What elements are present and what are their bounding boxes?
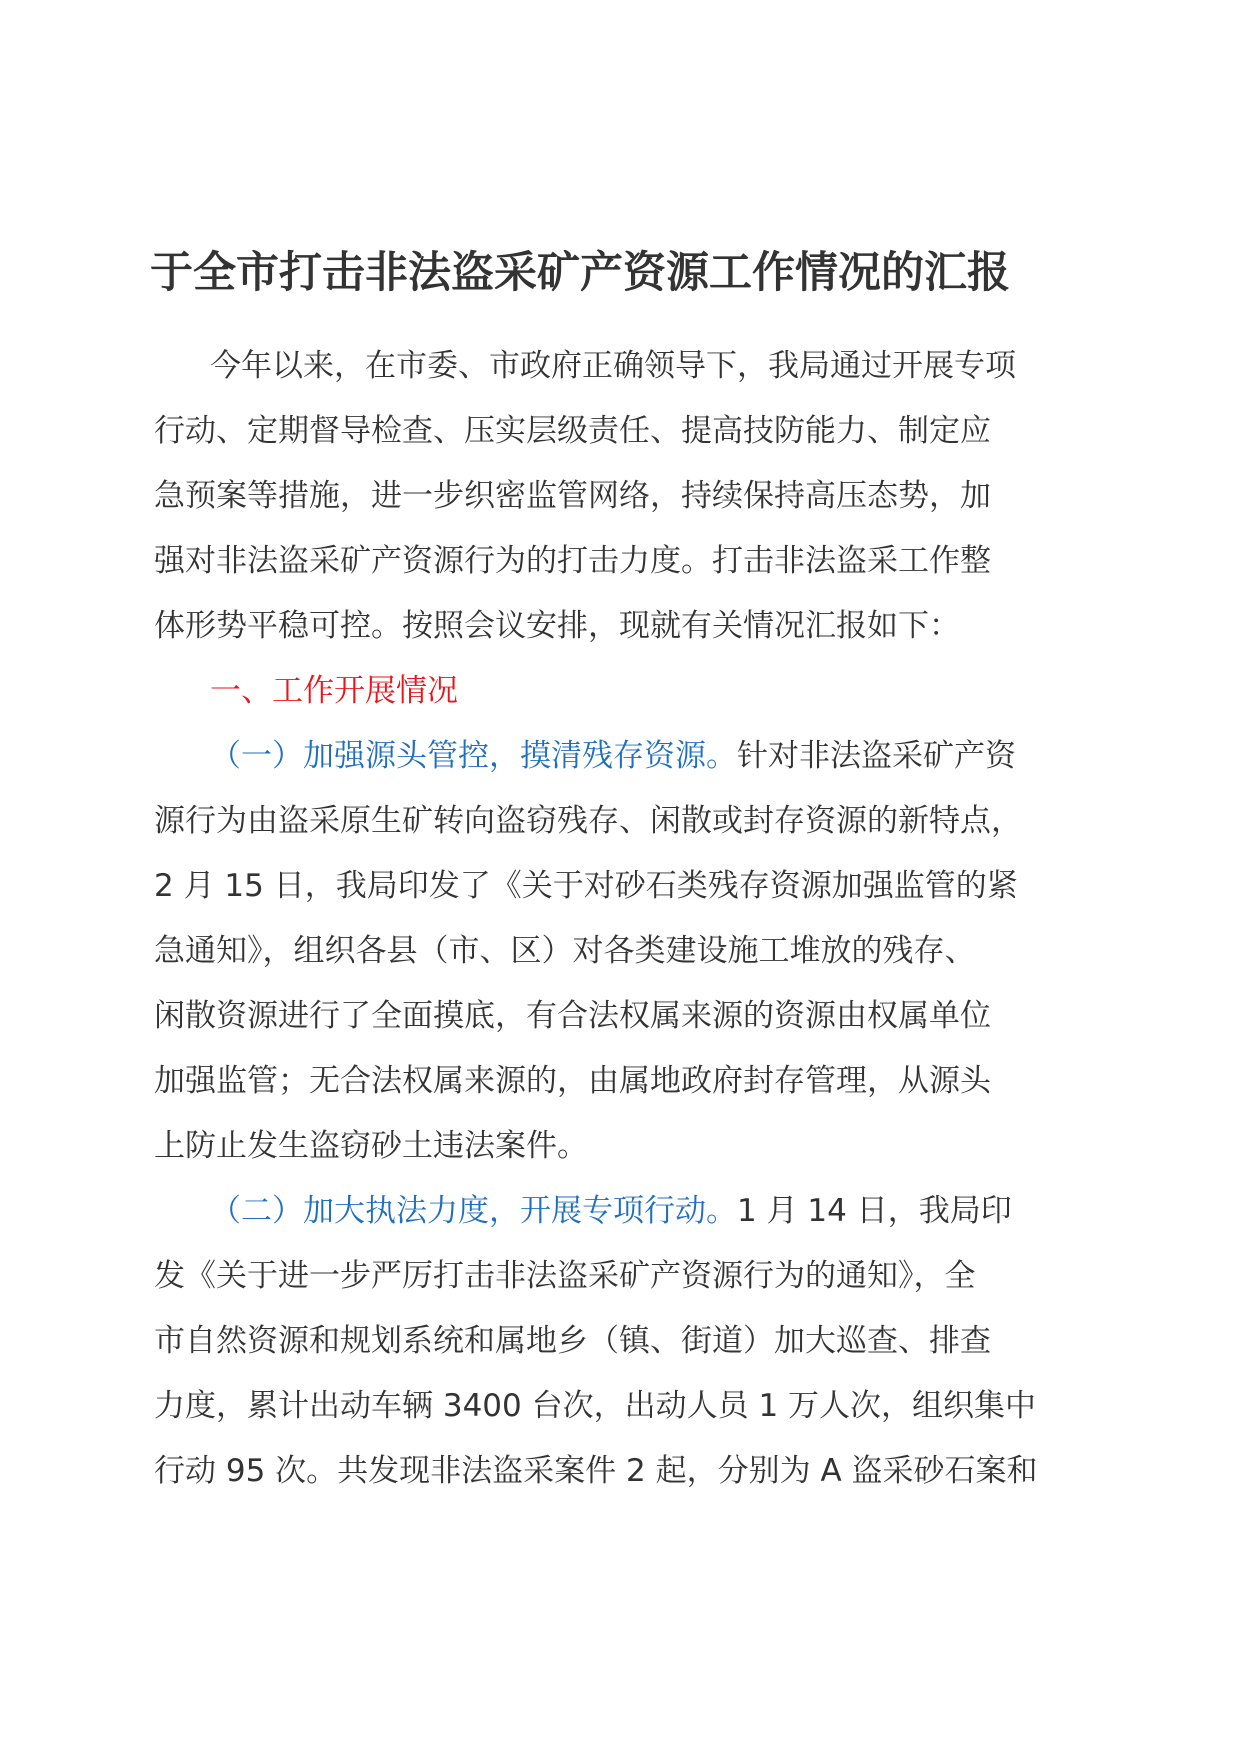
- text-line: 上防止发生盗窃砂土违法案件。: [154, 1128, 588, 1164]
- subsection-1-first-line: 针对非法盗采矿产资: [737, 738, 1016, 774]
- text-line: 加强监管；无合法权属来源的，由属地政府封存管理，从源头: [154, 1063, 991, 1099]
- text-line: 强对非法盗采矿产资源行为的打击力度。打击非法盗采工作整: [154, 543, 991, 579]
- intro-paragraph: [154, 334, 1099, 659]
- text-line: 发《关于进一步严厉打击非法盗采矿产资源行为的通知》，全: [154, 1258, 976, 1294]
- document-title: 于全市打击非法盗采矿产资源工作情况的汇报: [150, 248, 1010, 298]
- text-line: 力度，累计出动车辆 3400 台次，出动人员 1 万人次，组织集中: [154, 1388, 1037, 1424]
- subsection-1-paragraph: [154, 724, 1099, 1179]
- subsection-1-heading: （一）加强源头管控，摸清残存资源。: [210, 738, 737, 774]
- section-1-heading: 一、工作开展情况: [210, 673, 458, 709]
- text-line: [154, 724, 1099, 789]
- text-line: 闲散资源进行了全面摸底，有合法权属来源的资源由权属单位: [154, 998, 991, 1034]
- text-line: 市自然资源和规划系统和属地乡（镇、街道）加大巡查、排查: [154, 1323, 991, 1359]
- text-line: 行动、定期督导检查、压实层级责任、提高技防能力、制定应: [154, 413, 991, 449]
- subsection-2-first-line: 1 月 14 日，我局印: [737, 1193, 1012, 1229]
- text-line: 2 月 15 日，我局印发了《关于对砂石类残存资源加强监管的紧: [154, 868, 1018, 904]
- subsection-2-paragraph: [154, 1179, 1099, 1504]
- text-line: 今年以来，在市委、市政府正确领导下，我局通过开展专项: [210, 348, 1016, 384]
- section-heading: [154, 659, 1099, 724]
- subsection-2-heading: （二）加大执法力度，开展专项行动。: [210, 1193, 737, 1229]
- text-line: 行动 95 次。共发现非法盗采案件 2 起，分别为 A 盗采砂石案和: [154, 1453, 1038, 1489]
- text-line: 源行为由盗采原生矿转向盗窃残存、闲散或封存资源的新特点，: [154, 803, 1022, 839]
- document-body: [154, 334, 1099, 1504]
- text-line: 体形势平稳可控。按照会议安排，现就有关情况汇报如下：: [154, 608, 960, 644]
- text-line: 急预案等措施，进一步织密监管网络，持续保持高压态势，加: [154, 478, 991, 514]
- text-line: [154, 1179, 1099, 1244]
- text-line: 急通知》，组织各县（市、区）对各类建设施工堆放的残存、: [154, 933, 976, 969]
